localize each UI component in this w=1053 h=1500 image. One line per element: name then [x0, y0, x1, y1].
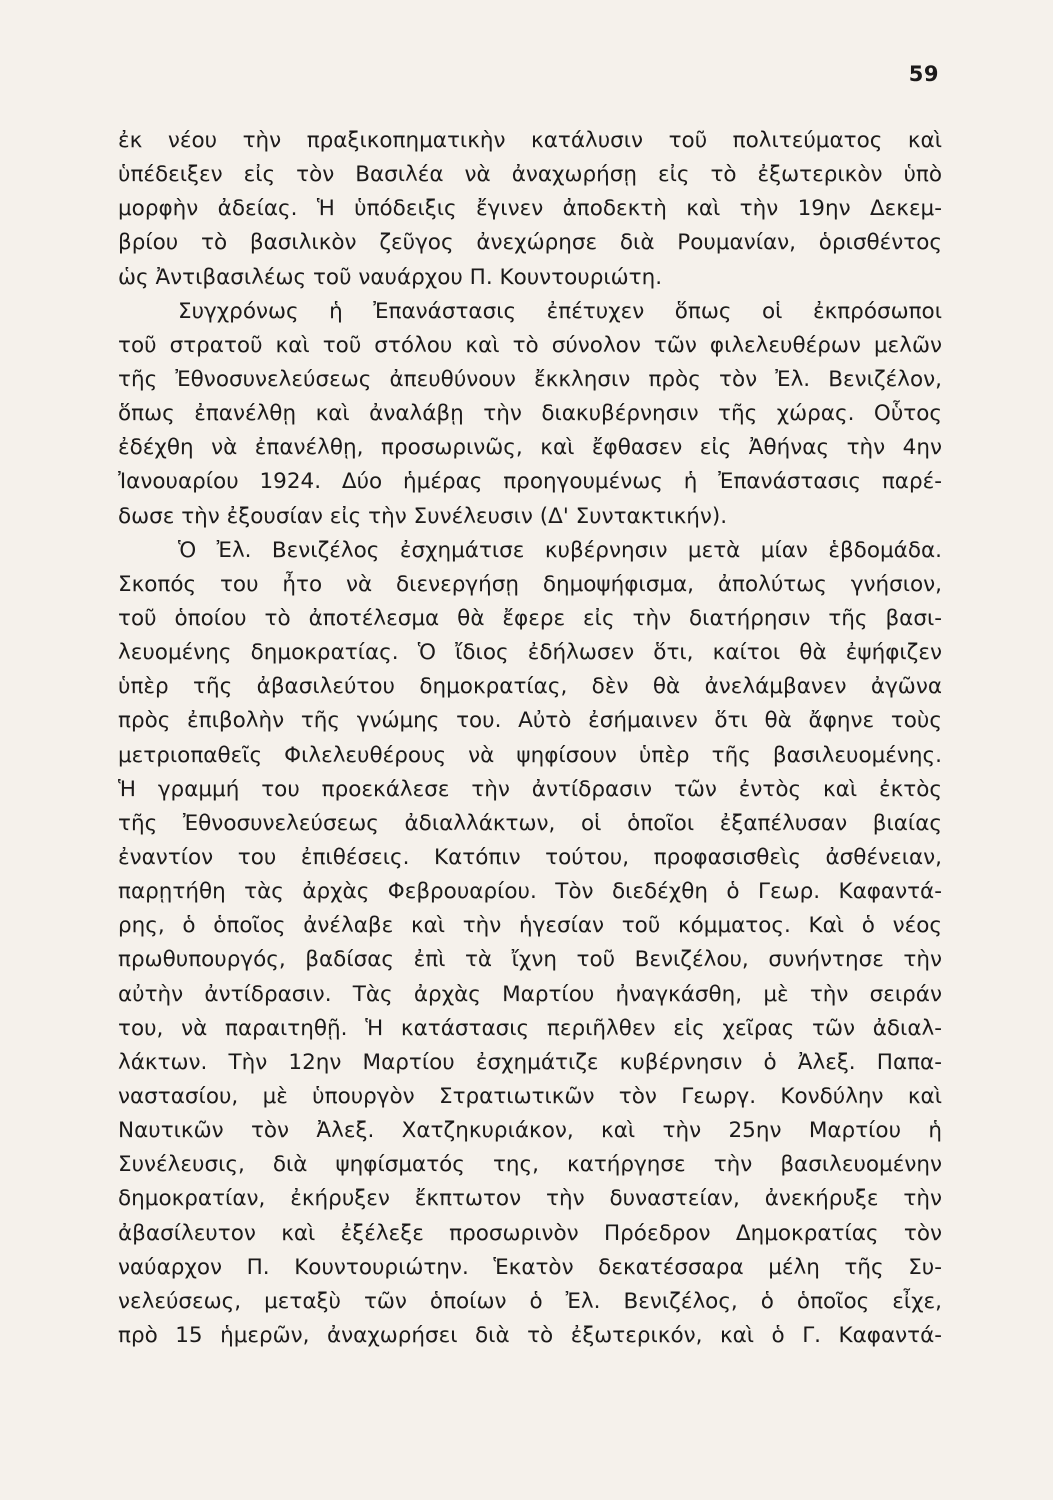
body-text: [118, 124, 942, 1353]
text-line: λευομένης δημοκρατίας. Ὁ ἴδιος ἐδήλωσεν ὅτι, καίτοι θὰ ἐψήφιζεν: [118, 640, 942, 666]
text-line: ἐναντίον του ἐπιθέσεις. Κατόπιν τούτου, προφασισθεὶς ἀσθένειαν,: [118, 844, 942, 870]
text-line: Σκοπός του ἦτο νὰ διενεργήσῃ δημοψήφισμα, ἀπολύτως γνήσιον,: [118, 571, 942, 597]
text-line: λάκτων. Τὴν 12ην Μαρτίου ἐσχημάτιζε κυβέρνησιν ὁ Ἀλεξ. Παπα-: [118, 1049, 942, 1075]
text-line: δημοκρατίαν, ἐκήρυξεν ἔκπτωτον τὴν δυναστείαν, ἀνεκήρυξε τὴν: [118, 1186, 942, 1212]
text-line: τῆς Ἐθνοσυνελεύσεως ἀπευθύνουν ἔκκλησιν πρὸς τὸν Ἐλ. Βενιζέλον,: [118, 366, 942, 392]
text-line: πρωθυπουργός, βαδίσας ἐπὶ τὰ ἴχνη τοῦ Βενιζέλου, συνήντησε τὴν: [118, 947, 942, 973]
text-line: μορφὴν ἀδείας. Ἡ ὑπόδειξις ἔγινεν ἀποδεκτὴ καὶ τὴν 19ην Δεκεμ-: [118, 196, 942, 222]
text-line: Ἡ γραμμή του προεκάλεσε τὴν ἀντίδρασιν τῶν ἐντὸς καὶ ἐκτὸς: [118, 776, 942, 802]
text-line: μετριοπαθεῖς Φιλελευθέρους νὰ ψηφίσουν ὑπὲρ τῆς βασιλευομένης.: [118, 742, 942, 768]
text-line: τῆς Ἐθνοσυνελεύσεως ἀδιαλλάκτων, οἱ ὁποῖοι ἐξαπέλυσαν βιαίας: [118, 810, 942, 836]
text-line: τοῦ στρατοῦ καὶ τοῦ στόλου καὶ τὸ σύνολον τῶν φιλελευθέρων μελῶν: [118, 332, 942, 358]
text-line: τοῦ ὁποίου τὸ ἀποτέλεσμα θὰ ἔφερε εἰς τὴν διατήρησιν τῆς βασι-: [118, 605, 942, 631]
text-line: νελεύσεως, μεταξὺ τῶν ὁποίων ὁ Ἐλ. Βενιζέλος, ὁ ὁποῖος εἶχε,: [118, 1288, 942, 1314]
text-line: πρὸ 15 ἡμερῶν, ἀναχωρήσει διὰ τὸ ἐξωτερικόν, καὶ ὁ Γ. Καφαντά-: [118, 1322, 942, 1348]
text-line: πρὸς ἐπιβολὴν τῆς γνώμης του. Αὐτὸ ἐσήμαινεν ὅτι θὰ ἄφηνε τοὺς: [118, 708, 942, 734]
text-line: αὐτὴν ἀντίδρασιν. Τὰς ἀρχὰς Μαρτίου ἠναγκάσθη, μὲ τὴν σειράν: [118, 981, 942, 1007]
text-line: ναστασίου, μὲ ὑπουργὸν Στρατιωτικῶν τὸν Γεωργ. Κονδύλην καὶ: [118, 1083, 942, 1109]
text-line: ἀβασίλευτον καὶ ἐξέλεξε προσωρινὸν Πρόεδρον Δημοκρατίας τὸν: [118, 1220, 942, 1246]
text-line: ὑπὲρ τῆς ἀβασιλεύτου δημοκρατίας, δὲν θὰ ἀνελάμβανεν ἀγῶνα: [118, 674, 942, 700]
text-line: βρίου τὸ βασιλικὸν ζεῦγος ἀνεχώρησε διὰ Ρουμανίαν, ὁρισθέντος: [118, 230, 942, 256]
text-line: Συνέλευσις, διὰ ψηφίσματός της, κατήργησε τὴν βασιλευομένην: [118, 1152, 942, 1178]
text-line: ρης, ὁ ὁποῖος ἀνέλαβε καὶ τὴν ἡγεσίαν τοῦ κόμματος. Καὶ ὁ νέος: [118, 913, 942, 939]
text-line: ὡς Ἀντιβασιλέως τοῦ ναυάρχου Π. Κουντουριώτη.: [118, 264, 663, 290]
text-line: Ἰανουαρίου 1924. Δύο ἡμέρας προηγουμένως ἡ Ἐπανάστασις παρέ-: [118, 469, 942, 495]
text-line: Ὁ Ἐλ. Βενιζέλος ἐσχημάτισε κυβέρνησιν μετὰ μίαν ἑβδομάδα.: [178, 537, 942, 563]
text-line: ὅπως ἐπανέλθῃ καὶ ἀναλάβῃ τὴν διακυβέρνησιν τῆς χώρας. Οὗτος: [118, 401, 942, 427]
text-line: ἐδέχθη νὰ ἐπανέλθῃ, προσωρινῶς, καὶ ἔφθασεν εἰς Ἀθήνας τὴν 4ην: [118, 435, 942, 461]
text-line: του, νὰ παραιτηθῇ. Ἡ κατάστασις περιῆλθεν εἰς χεῖρας τῶν ἀδιαλ-: [118, 1015, 942, 1041]
text-line: ἐκ νέου τὴν πραξικοπηματικὴν κατάλυσιν τοῦ πολιτεύματος καὶ: [118, 128, 942, 153]
text-line: ὑπέδειξεν εἰς τὸν Βασιλέα νὰ ἀναχωρήσῃ εἰς τὸ ἐξωτερικὸν ὑπὸ: [118, 162, 942, 188]
text-line: παρῃτήθη τὰς ἀρχὰς Φεβρουαρίου. Τὸν διεδέχθη ὁ Γεωρ. Καφαντά-: [118, 879, 942, 905]
text-line: Ναυτικῶν τὸν Ἀλεξ. Χατζηκυριάκον, καὶ τὴν 25ην Μαρτίου ἡ: [118, 1118, 942, 1144]
text-line: ναύαρχον Π. Κουντουριώτην. Ἑκατὸν δεκατέσσαρα μέλη τῆς Συ-: [118, 1254, 942, 1280]
text-line: δωσε τὴν ἐξουσίαν εἰς τὴν Συνέλευσιν (Δ' Συντακτικήν).: [118, 503, 728, 529]
text-line: Συγχρόνως ἡ Ἐπανάστασις ἐπέτυχεν ὅπως οἱ ἐκπρόσωποι: [178, 298, 942, 324]
page-number: 59: [908, 62, 939, 86]
